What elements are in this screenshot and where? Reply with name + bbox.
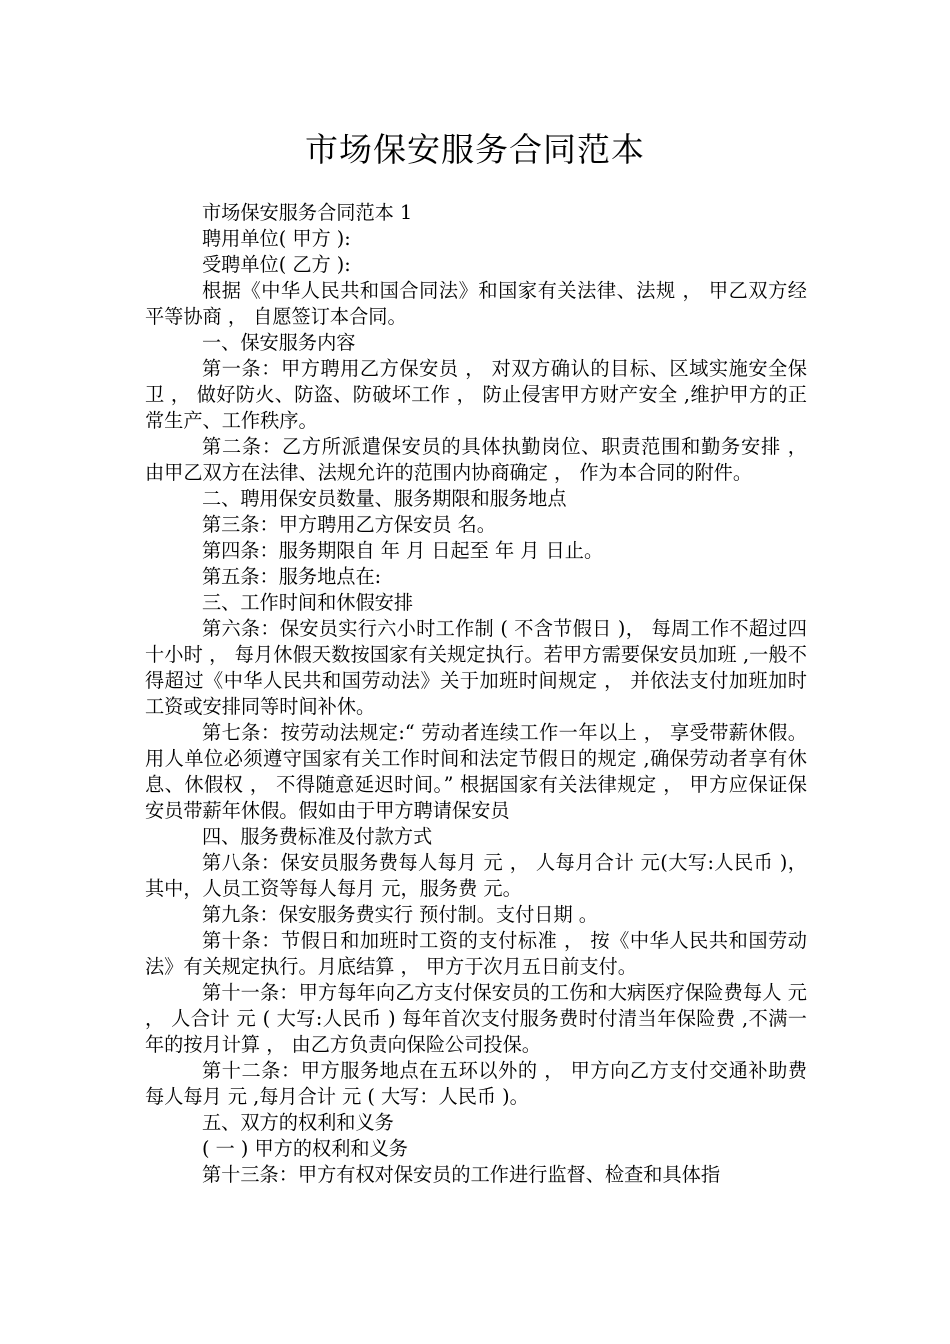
paragraph: 第二条：乙方所派遣保安员的具体执勤岗位、职责范围和勤务安排 ， 由甲乙双方在法律、法规允许的范围内协商确定 ， 作为本合同的附件。 (145, 435, 807, 484)
section-heading: 一、保安服务内容 (202, 331, 356, 354)
paragraph: 根据《中华人民共和国合同法》和国家有关法律、法规 ， 甲乙双方经平等协商 ， 自愿签订本合同。 (145, 279, 807, 328)
section-heading: 四、服务费标准及付款方式 (202, 825, 433, 848)
section-heading: 五、双方的权利和义务 (202, 1111, 394, 1134)
paragraph: 第六条：保安员实行六小时工作制 ( 不含节假日 )， 每周工作不超过四十小时 ， 每月休假天数按国家有关规定执行。若甲方需要保安员加班 ,一般不得超过《中华人民共和国劳动法》关于加班时间规定 ， 并依法支付加班加时工资或安排同等时间补休。 (145, 617, 807, 718)
subsection-heading: ( 一 ) 甲方的权利和义务 (202, 1137, 408, 1160)
paragraph: 市场保安服务合同范本 1 (202, 201, 413, 224)
paragraph: 第十二条：甲方服务地点在五环以外的 ， 甲方向乙方支付交通补助费每人每月 元 ,每月合计 元 ( 大写：人民币 )。 (145, 1059, 807, 1108)
paragraph: 第十三条：甲方有权对保安员的工作进行监督、检查和具体指 (202, 1163, 721, 1186)
paragraph: 第七条：按劳动法规定:“ 劳动者连续工作一年以上 ， 享受带薪休假。用人单位必须遵守国家有关工作时间和法定节假日的规定 ,确保劳动者享有休息、休假权 ， 不得随意延迟时间。” 根据国家有关法律规定 ， 甲方应保证保安员带薪年休假。假如由于甲方聘请保安员 (145, 721, 807, 822)
paragraph: 受聘单位( 乙方 ): (202, 253, 351, 276)
paragraph: 第九条：保安服务费实行 预付制。支付日期 。 (202, 903, 598, 926)
paragraph: 第四条：服务期限自 年 月 日起至 年 月 日止。 (202, 539, 604, 562)
section-heading: 三、工作时间和休假安排 (202, 591, 414, 614)
document-title: 市场保安服务合同范本 (305, 130, 645, 169)
paragraph: 第五条：服务地点在: (202, 565, 382, 588)
document-body (145, 200, 807, 1188)
paragraph: 第十条：节假日和加班时工资的支付标准 ， 按《中华人民共和国劳动法》有关规定执行。月底结算 ， 甲方于次月五日前支付。 (145, 929, 807, 978)
paragraph: 聘用单位( 甲方 ): (202, 227, 351, 250)
paragraph: 第三条：甲方聘用乙方保安员 名。 (202, 513, 496, 536)
paragraph: 第十一条：甲方每年向乙方支付保安员的工伤和大病医疗保险费每人 元 ， 人合计 元 ( 大写:人民币 ) 每年首次支付服务费时付清当年保险费 ,不满一年的按月计算 ， 由乙方负责向保险公司投保。 (145, 981, 807, 1056)
paragraph: 第一条：甲方聘用乙方保安员 ， 对双方确认的目标、区域实施安全保卫 ， 做好防火、防盗、防破坏工作 ， 防止侵害甲方财产安全 ,维护甲方的正常生产、工作秩序。 (145, 357, 807, 432)
paragraph: 第八条：保安员服务费每人每月 元 ， 人每月合计 元(大写:人民币 )，其中，人员工资等每人每月 元，服务费 元。 (145, 851, 807, 900)
section-heading: 二、聘用保安员数量、服务期限和服务地点 (202, 487, 567, 510)
